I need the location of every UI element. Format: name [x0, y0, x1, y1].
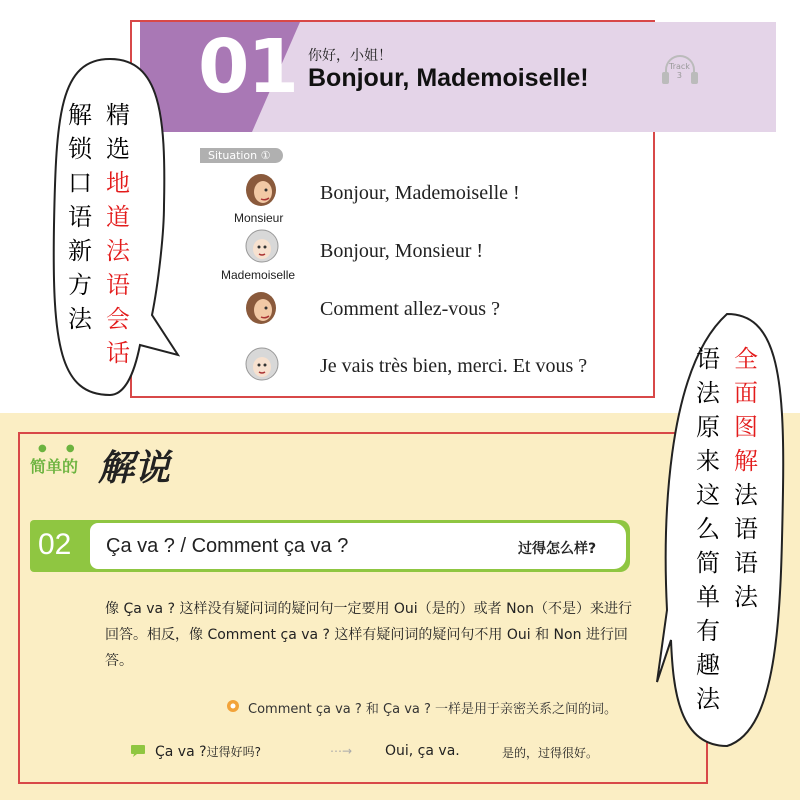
explanation-label-big: 解说	[98, 447, 171, 489]
bubble-char: 面	[734, 379, 758, 407]
section-meaning: 过得怎么样?	[518, 541, 597, 557]
bubble-char: 法	[696, 685, 720, 713]
bubble-char: 原	[696, 413, 720, 441]
bubble-char: 趣	[696, 651, 720, 679]
bubble-char: 法	[734, 583, 758, 611]
example-question-cn: 过得好吗?	[206, 745, 261, 759]
bubble-char: 么	[696, 515, 720, 543]
bubble-char: 这	[696, 481, 720, 509]
bubble-char: 有	[696, 617, 720, 645]
monsieur-avatar-icon	[243, 290, 281, 330]
bubble-char: 锁	[68, 135, 92, 163]
bubble-char: 图	[734, 413, 758, 441]
right-bubble-col2	[734, 342, 758, 614]
note-bullet-icon	[226, 699, 240, 713]
heading-dots: ● ●	[38, 443, 83, 454]
bubble-char: 解	[68, 101, 92, 129]
section-title: Ça va ? / Comment ça va ?	[106, 535, 349, 557]
right-bubble-col1	[696, 342, 720, 716]
bubble-char: 来	[696, 447, 720, 475]
example-answer-cn: 是的，过得很好。	[502, 746, 599, 760]
speaker-label: Monsieur	[234, 211, 284, 225]
bubble-char: 语	[68, 203, 92, 231]
lesson-title: Bonjour, Mademoiselle!	[308, 64, 589, 92]
track-badge	[669, 62, 690, 80]
mademoiselle-avatar-icon	[243, 346, 281, 386]
usage-note: Comment ça va ? 和 Ça va ? 一样是用于亲密关系之间的词。	[248, 702, 618, 717]
left-bubble-col2	[106, 98, 130, 370]
example-question-fr: Ça va ?	[155, 744, 207, 760]
bubble-char: 口	[68, 169, 92, 197]
bubble-char: 话	[106, 339, 130, 367]
bubble-char: 会	[106, 305, 130, 333]
monsieur-avatar-icon	[243, 172, 281, 212]
explanation-label-small: 简单的	[30, 457, 79, 476]
bubble-char: 精	[106, 101, 130, 129]
bubble-char: 简	[696, 549, 720, 577]
bubble-char: 地	[106, 169, 130, 197]
dialogue-line: Comment allez-vous ?	[320, 298, 500, 320]
bubble-char: 全	[734, 345, 758, 373]
bubble-char: 法	[68, 305, 92, 333]
example-question	[155, 743, 261, 760]
left-bubble-col1	[68, 98, 92, 336]
dialogue-line: Je vais très bien, merci. Et vous ?	[320, 355, 588, 377]
dialogue-line: Bonjour, Monsieur !	[320, 240, 484, 262]
bubble-char: 新	[68, 237, 92, 265]
bubble-char: 语	[734, 549, 758, 577]
bubble-char: 法	[696, 379, 720, 407]
track-label: Track	[669, 62, 690, 71]
situation-tag: Situation ①	[200, 148, 283, 163]
bubble-char: 单	[696, 583, 720, 611]
lesson-number: 01	[198, 24, 297, 110]
bubble-char: 语	[734, 515, 758, 543]
arrow-icon: ⋯→	[330, 744, 353, 758]
bubble-char: 方	[68, 271, 92, 299]
speaker-label: Mademoiselle	[221, 268, 296, 282]
bubble-char: 选	[106, 135, 130, 163]
mademoiselle-avatar-icon	[243, 228, 281, 268]
bubble-char: 法	[734, 481, 758, 509]
explanation-paragraph: 像 Ça va ? 这样没有疑问词的疑问句一定要用 Oui（是的）或者 Non（不是）来进行回答。相反，像 Comment ça va ? 这样有疑问词的疑问句不用 Oui 和 Non 进行回答。	[105, 601, 633, 669]
dialogue-line: Bonjour, Mademoiselle !	[320, 182, 520, 204]
bubble-char: 语	[106, 271, 130, 299]
bubble-char: 法	[106, 237, 130, 265]
bubble-char: 解	[734, 447, 758, 475]
track-number: 3	[676, 71, 683, 80]
bubble-char: 语	[696, 345, 720, 373]
bubble-char: 道	[106, 203, 130, 231]
example-answer-fr: Oui, ça va.	[385, 743, 460, 759]
lesson-subtitle: 你好，小姐！	[308, 48, 392, 64]
right-speech-bubble	[655, 310, 800, 750]
speech-bubble-icon	[130, 744, 146, 758]
section-number: 02	[38, 528, 72, 561]
